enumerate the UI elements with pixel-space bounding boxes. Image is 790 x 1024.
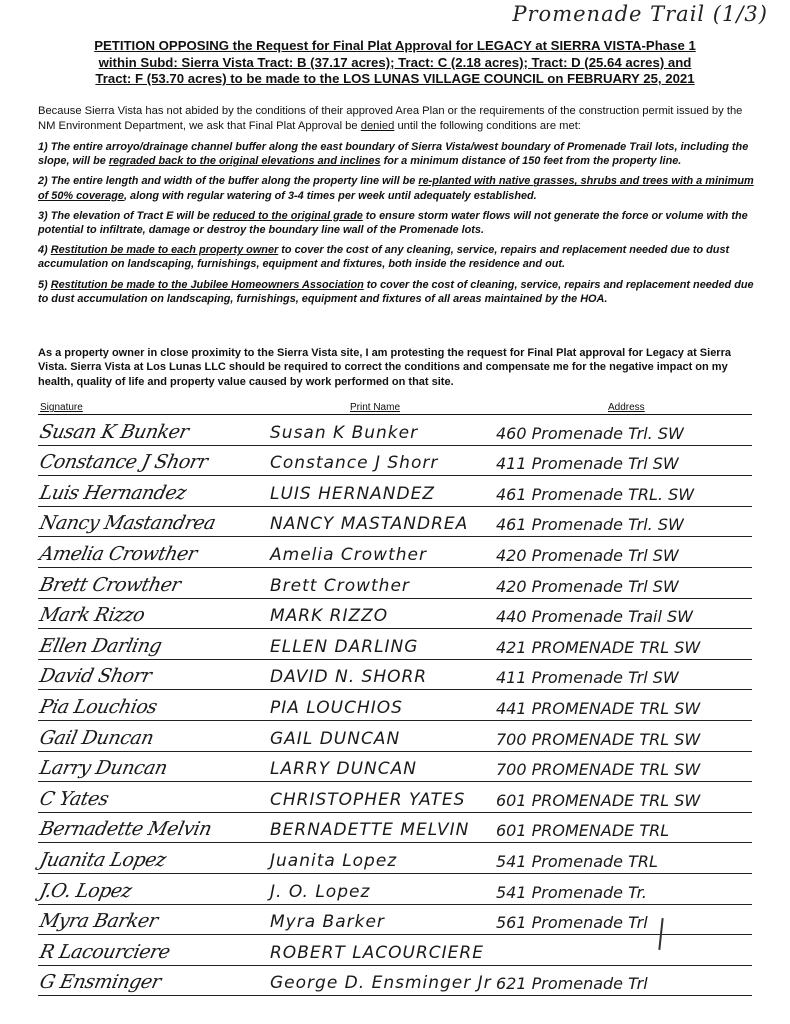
- signature-cell: Mark Rizzo: [37, 604, 147, 627]
- address-cell: 541 Promenade TRL: [496, 851, 658, 871]
- table-row: [38, 507, 752, 538]
- signature-cell: Susan K Bunker: [37, 420, 191, 443]
- signature-cell: Pia Louchios: [37, 695, 160, 718]
- table-row: [38, 537, 752, 568]
- header-print-name: Print Name: [350, 402, 401, 413]
- signature-cell: Brett Crowther: [37, 573, 183, 596]
- table-row: [38, 690, 752, 721]
- table-row: [38, 476, 752, 507]
- print-name-cell: BERNADETTE MELVIN: [270, 820, 470, 841]
- print-name-cell: NANCY MASTANDREA: [270, 514, 469, 535]
- protest-statement: As a property owner in close proximity to the Sierra Vista site, I am protesting the request for Final Plat approval for Legacy at Sierra Vista. Sierra Vista at Los Lunas LLC should be required to correct the conditions and compensate me for the negative impact on my health, quality of life and property value caused by work performed on that site.: [38, 347, 731, 388]
- condition-4: 4) Restitution be made to each property owner to cover the cost of any cleaning, service, repairs and replacement needed due to dust accumulation on landscaping, furnishings, equipment and fixtures, both inside the residence and out.: [38, 244, 730, 271]
- intro-paragraph: [38, 104, 754, 133]
- address-cell: 440 Promenade Trail SW: [496, 607, 693, 627]
- table-row: [38, 568, 752, 599]
- signature-cell: Gail Duncan: [37, 726, 156, 749]
- signature-cell: David Shorr: [37, 665, 154, 688]
- print-name-cell: Juanita Lopez: [270, 850, 398, 871]
- table-row: [38, 599, 752, 630]
- intro-text: Because Sierra Vista has not abided by the conditions of their approved Area Plan or the requirements of the construction permit issued by the NM Environment Department, we ask that Final Plat Approval be: [38, 105, 743, 132]
- print-name-cell: Constance J Shorr: [270, 453, 439, 474]
- address-cell: 561 Promenade Trl: [496, 913, 648, 933]
- signature-cell: Constance J Shorr: [37, 451, 210, 474]
- address-cell: 601 PROMENADE TRL: [496, 821, 670, 841]
- signature-cell: Juanita Lopez: [37, 848, 168, 871]
- print-name-cell: ELLEN DARLING: [270, 636, 419, 657]
- table-row: [38, 874, 752, 905]
- print-name-cell: CHRISTOPHER YATES: [270, 789, 466, 810]
- print-name-cell: LARRY DUNCAN: [270, 759, 417, 780]
- print-name-cell: Amelia Crowther: [270, 544, 427, 565]
- signature-cell: Luis Hernandez: [37, 481, 189, 504]
- address-cell: 411 Promenade Trl SW: [496, 668, 679, 688]
- address-cell: 601 PROMENADE TRL SW: [496, 790, 701, 810]
- table-row: [38, 446, 752, 477]
- address-cell: 461 Promenade TRL. SW: [496, 484, 695, 504]
- signature-cell: J.O. Lopez: [37, 879, 134, 902]
- signature-cell: Bernadette Melvin: [37, 818, 214, 841]
- table-row: [38, 752, 752, 783]
- intro-emphasis: denied: [360, 119, 395, 132]
- print-name-cell: MARK RIZZO: [270, 606, 389, 627]
- signature-table: [38, 400, 752, 996]
- address-cell: 461 Promenade Trl. SW: [496, 515, 684, 535]
- signature-cell: Ellen Darling: [37, 634, 164, 657]
- table-row: [38, 629, 752, 660]
- conditions-list: [38, 140, 754, 312]
- print-name-cell: Brett Crowther: [270, 575, 410, 596]
- table-row: [38, 415, 752, 446]
- title-line-3: Tract: F (53.70 acres) to be made to the LOS LUNAS VILLAGE COUNCIL on FEBRUARY 25, 2021: [95, 71, 695, 86]
- print-name-cell: Susan K Bunker: [270, 422, 419, 443]
- address-cell: 621 Promenade Trl: [496, 974, 648, 994]
- table-row: [38, 782, 752, 813]
- signature-cell: R Lacourciere: [37, 940, 172, 963]
- address-cell: 460 Promenade Trl. SW: [496, 423, 684, 443]
- signature-cell: Nancy Mastandrea: [37, 512, 218, 535]
- header-address: Address: [608, 402, 645, 413]
- signature-cell: G Ensminger: [37, 971, 163, 994]
- signature-table-header: [38, 400, 752, 415]
- print-name-cell: George D. Ensminger Jr: [270, 973, 492, 994]
- signature-cell: Amelia Crowther: [37, 542, 199, 565]
- print-name-cell: DAVID N. SHORR: [270, 667, 428, 688]
- address-cell: 441 PROMENADE TRL SW: [496, 698, 701, 718]
- signature-cell: C Yates: [37, 787, 111, 810]
- table-row: [38, 721, 752, 752]
- table-row: [38, 660, 752, 691]
- condition-1: 1) The entire arroyo/drainage channel buffer along the east boundary of Sierra Vista/west boundary of Promenade Trail lots, including the slope, will be regraded back to the original elevations and inclines for a minimum distance of 150 feet from the property line.: [38, 141, 749, 168]
- condition-2: 2) The entire length and width of the buffer along the property line will be re-planted with native grasses, shrubs and trees with a minimum of 50% coverage, along with regular watering of 3-4 times per week until adequately established.: [38, 175, 754, 202]
- print-name-cell: J. O. Lopez: [270, 881, 371, 902]
- address-cell: 541 Promenade Tr.: [496, 882, 647, 902]
- petition-title: [40, 38, 750, 88]
- header-signature: Signature: [40, 402, 83, 413]
- condition-5: 5) Restitution be made to the Jubilee Homeowners Association to cover the cost of cleaning, service, repairs and replacement needed due to dust accumulation on landscaping, furnishings, equipment and fixtures of all areas maintained by the HOA.: [38, 278, 754, 305]
- table-row: [38, 843, 752, 874]
- address-cell: 420 Promenade Trl SW: [496, 576, 679, 596]
- title-line-1: PETITION OPPOSING the Request for Final Plat Approval for LEGACY at SIERRA VISTA-Phase 1: [94, 38, 696, 53]
- table-row: [38, 966, 752, 997]
- intro-text-end: until the following conditions are met:: [394, 119, 581, 132]
- print-name-cell: ROBERT LACOURCIERE: [270, 942, 484, 963]
- signature-cell: Myra Barker: [37, 910, 160, 933]
- print-name-cell: LUIS HERNANDEZ: [270, 483, 435, 504]
- print-name-cell: GAIL DUNCAN: [270, 728, 401, 749]
- address-cell: 421 PROMENADE TRL SW: [496, 637, 701, 657]
- table-row: [38, 935, 752, 966]
- condition-3: 3) The elevation of Tract E will be reduced to the original grade to ensure storm water flows will not generate the force or volume with the potential to infiltrate, damage or destroy the boundary line wall of the Promenade lots.: [38, 209, 748, 237]
- address-cell: 420 Promenade Trl SW: [496, 545, 679, 565]
- print-name-cell: Myra Barker: [270, 912, 385, 933]
- page-tag: Promenade Trail (1/3): [512, 2, 768, 26]
- print-name-cell: PIA LOUCHIOS: [270, 697, 403, 718]
- signature-cell: Larry Duncan: [37, 757, 170, 780]
- address-cell: 411 Promenade Trl SW: [496, 454, 679, 474]
- address-cell: 700 PROMENADE TRL SW: [496, 729, 701, 749]
- table-row: [38, 905, 752, 936]
- table-row: [38, 813, 752, 844]
- title-line-2: within Subd: Sierra Vista Tract: B (37.17 acres); Tract: C (2.18 acres); Tract: D (25.64 acres) and: [98, 54, 692, 70]
- address-cell: 700 PROMENADE TRL SW: [496, 760, 701, 780]
